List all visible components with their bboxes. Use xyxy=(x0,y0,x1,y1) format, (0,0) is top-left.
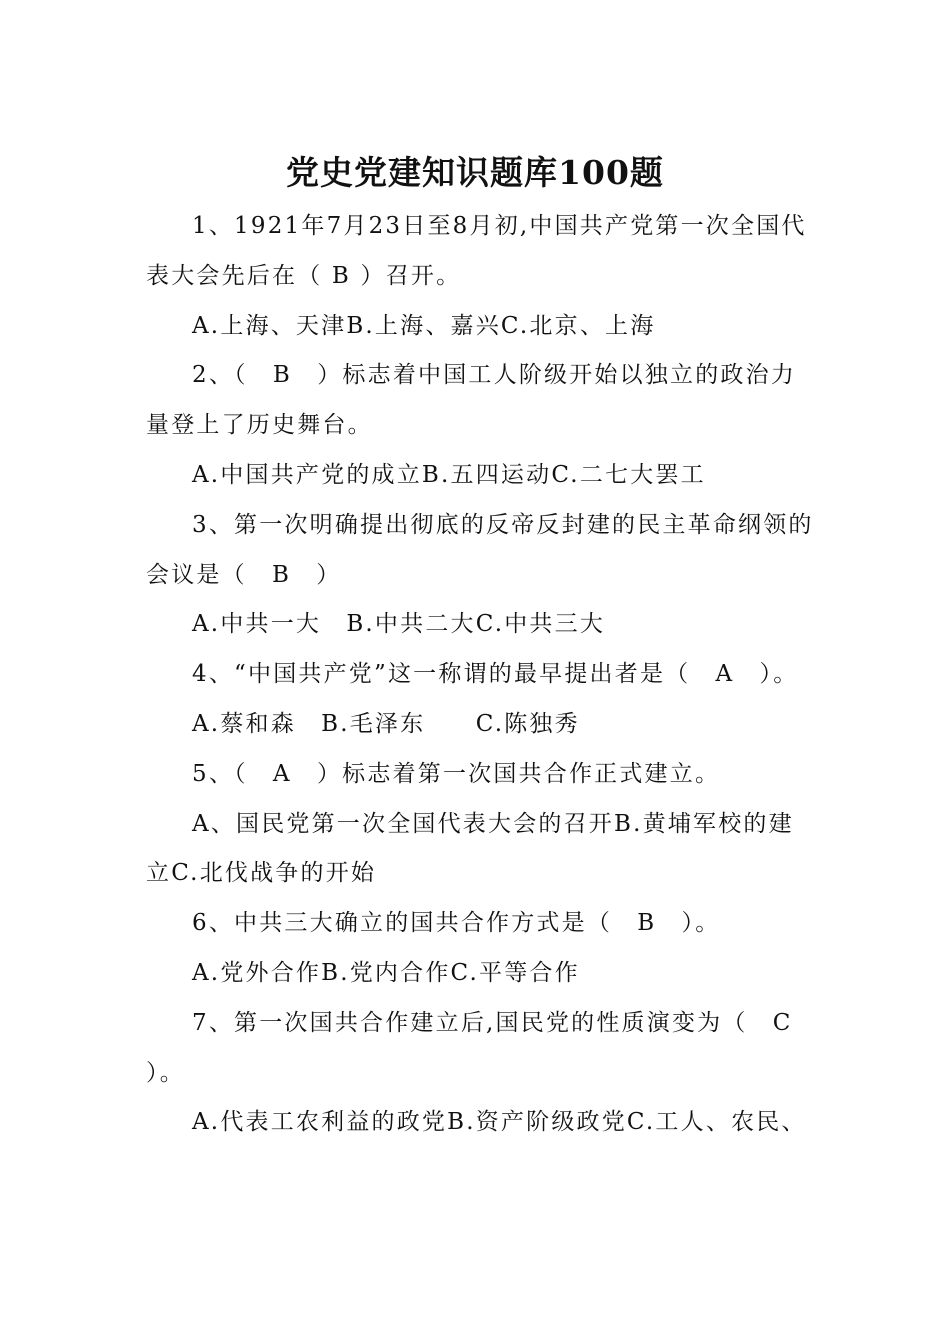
question-7: 7、第一次国共合作建立后,国民党的性质演变为（ C ）。 xyxy=(146,1009,818,1086)
question-6: 6、中共三大确立的国共合作方式是（ B ）。 xyxy=(192,910,721,937)
document-body xyxy=(146,202,818,1148)
options-7: A.代表工农利益的政党B.资产阶级政党C.工人、农民、 xyxy=(192,1109,807,1136)
question-4: 4、“中国共产党”这一称谓的最早提出者是（ A ）。 xyxy=(192,661,799,688)
options-3: A.中共一大 B.中共二大C.中共三大 xyxy=(192,611,606,638)
options-6: A.党外合作B.党内合作C.平等合作 xyxy=(192,959,580,986)
question-1: 1、1921年7月23日至8月初,中国共产党第一次全国代表大会先后在（ B ）召开。 xyxy=(146,213,807,289)
options-2: A.中国共产党的成立B.五四运动C.二七大罢工 xyxy=(192,461,706,488)
options-4: A.蔡和森 B.毛泽东 C.陈独秀 xyxy=(192,710,580,737)
options-5: A、国民党第一次全国代表大会的召开B.黄埔军校的建立C.北伐战争的开始 xyxy=(146,810,794,887)
question-2: 2、（ B ）标志着中国工人阶级开始以独立的政治力量登上了历史舞台。 xyxy=(146,362,797,439)
options-1: A.上海、天津B.上海、嘉兴C.北京、上海 xyxy=(192,312,656,339)
question-5: 5、（ A ）标志着第一次国共合作正式建立。 xyxy=(192,760,721,787)
question-3: 3、第一次明确提出彻底的反帝反封建的民主革命纲领的会议是（ B ） xyxy=(146,511,814,588)
page-title: 党史党建知识题库100题 xyxy=(286,153,664,193)
